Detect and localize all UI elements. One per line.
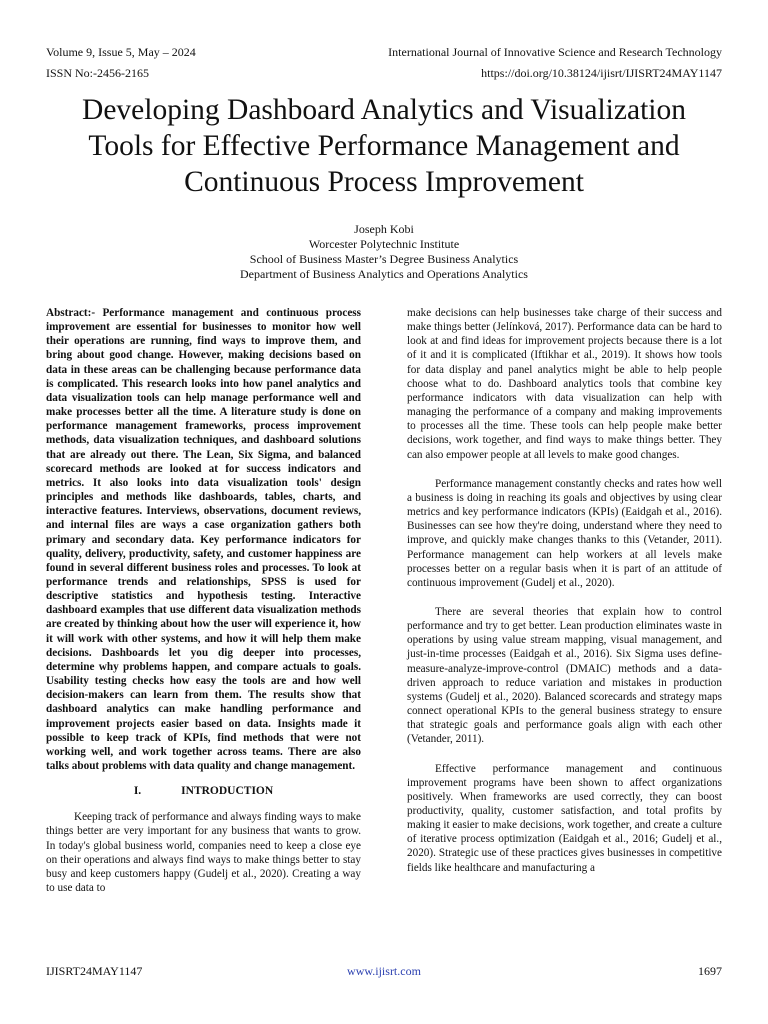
author-affiliation: Department of Business Analytics and Operations Analytics [240, 267, 528, 281]
left-column [46, 306, 361, 895]
paragraph: make decisions can help businesses take charge of their success and make things better (Jelínková, 2017). Performance data can be hard to look at and find ideas for improvement projects because there is a lot of it and it is complicated (Iftikhar et al., 2019). It shows how tools for data display and panel analytics might be able to help people choose what to do. Dashboard analytics tools that combine key performance indicators with data visualization can help with managing the performance of a company and making improvements to processes all the time. These tools can help people make better decisions, work together, and find ways to make things better. They can also empower people at all levels to make good changes. [407, 307, 722, 461]
issn: ISSN No:-2456-2165 [46, 66, 150, 80]
author-name: Joseph Kobi [354, 222, 414, 236]
website-link[interactable]: www.ijisrt.com [347, 964, 421, 978]
paragraph: There are several theories that explain how to control performance and try to get better. Lean production eliminates waste in operations by using value stream mapping, visual management, and just-in-time processes (Eaidgah et al., 2016). Six Sigma uses define-measure-analyze-improve-control (DMAIC) methods and a data-driven approach to reduce variation and mistakes in production systems (Gudelj et al., 2020). Balanced scorecards and strategy maps connect operational KPIs to the general business strategy to ensure that strategic goals and performance goals align with each other (Vetander, 2011). [407, 605, 722, 746]
author-affiliation: Worcester Polytechnic Institute [308, 237, 460, 251]
volume-issue: Volume 9, Issue 5, May – 2024 [46, 45, 196, 59]
paragraph: Keeping track of performance and always finding ways to make things better are very important for any business that wants to grow. In today's global business world, companies need to keep a close eye on their operations and always find ways to make things better to stay busy and keep customers happy (Gudelj et al., 2020). Creating a way to use data to [46, 811, 361, 895]
paragraph: Effective performance management and continuous improvement programs have been shown to affect organizations positively. When frameworks are used correctly, they can boost productivity, quality, customer satisfaction, and total profits by making it easier to make decisions, work together, and create a culture of iterative process optimization (Eaidgah et al., 2016; Gudelj et al., 2020). Strategic use of these practices gives businesses in competitive fields like healthcare and manufacturing a [407, 762, 722, 874]
title-line: Tools for Effective Performance Management and [88, 130, 680, 162]
section-number: I. [133, 785, 142, 798]
page-number: 1697 [698, 964, 722, 978]
paragraph: Performance management constantly checks and rates how well a business is doing in reaching its goals and objectives by using clear metrics and key performance indicators (KPIs) (Eaidgah et al., 2016). Businesses can see how they're doing, understand where they need to improve, and quickly make changes thanks to this (Vetander, 2011). Performance management can help workers at all levels make processes better on a regular basis when it is part of an attitude of continuous improvement (Gudelj et al., 2020). [407, 477, 722, 589]
right-column [407, 306, 722, 875]
journal-name: International Journal of Innovative Science and Research Technology [388, 45, 722, 59]
article-code: IJISRT24MAY1147 [46, 964, 143, 978]
author-block [46, 222, 722, 282]
paper-title [40, 92, 728, 200]
doi-link[interactable]: https://doi.org/10.38124/ijisrt/IJISRT24MAY1147 [481, 66, 722, 80]
title-line: Developing Dashboard Analytics and Visualization [82, 94, 686, 126]
title-line: Continuous Process Improvement [184, 166, 584, 198]
section-heading [46, 784, 361, 798]
author-affiliation: School of Business Master’s Degree Business Analytics [249, 252, 519, 266]
section-title: INTRODUCTION [181, 785, 274, 798]
abstract: Abstract:- Performance management and continuous process improvement are essential for businesses to monitor how well their operations are running, find ways to improve them, and bring about good change. However, making decisions based on data in these areas can be challenging because performance data is complicated. This research looks into how panel analytics and data visualization tools can help manage performance well and make processes better all the time. A literature study is done on performance management frameworks, process improvement methods, data visualization techniques, and dashboard solutions that are already out there. The Lean, Six Sigma, and balanced scorecard methods are looked at for success indicators and metrics. It also looks into data visualization tools' design principles and methods like dashboards, tables, charts, and interactive features. Interviews, observations, document reviews, and internal files are ways a case organization gathers both primary and secondary data. Key performance indicators for quality, delivery, productivity, safety, and customer happiness are found in several different business roles and processes. To look at performance trends and relationships, SPSS is used for descriptive statistics and hypothesis testing. Interactive dashboard examples that use different data visualization methods are created by thinking about how the user will experience it, how it will work with other systems, and how it will help them make decisions. Dashboards let you dig deeper into processes, determine why problems happen, and compare actuals to goals. Usability testing checks how easy the tools are and how well decision-makers can learn from them. The results show that dashboard analytics can make handling performance and improvement projects easier based on data. Insights made it possible to keep track of KPIs, find methods that were not working well, and work together across teams. There are also talks about problems with data quality and change management. [46, 307, 361, 772]
